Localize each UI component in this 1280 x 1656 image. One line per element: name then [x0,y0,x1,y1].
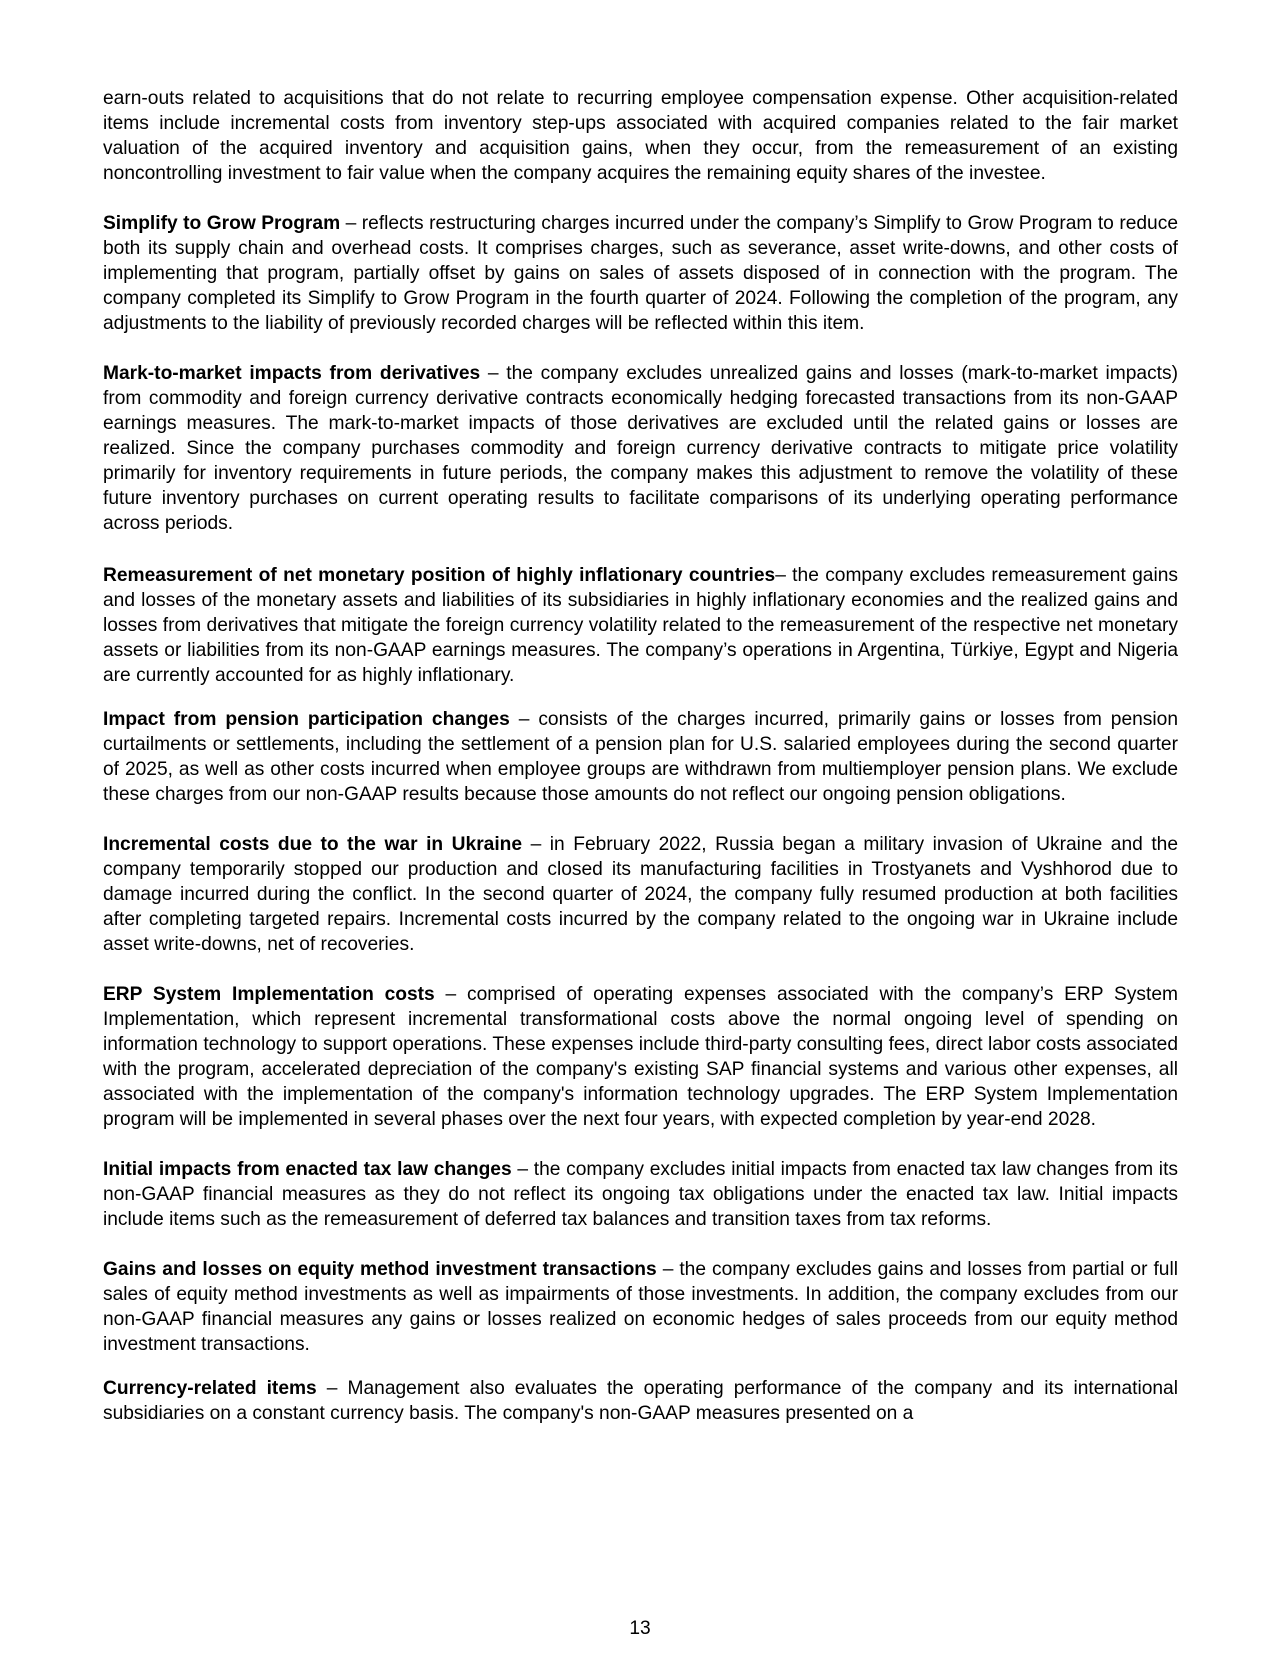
paragraph-text: – the company excludes unrealized gains and losses (mark-to-market impacts) from commodity and foreign currency derivative contracts economically hedging forecasted transactions from its non-GAAP earnings measures. The mark-to-market impacts of those derivatives are excluded until the related gains or losses are realized. Since the company purchases commodity and foreign currency derivative contracts to mitigate price volatility primarily for inventory requirements in future periods, the company makes this adjustment to remove the volatility of these future inventory purchases on current operating results to facilitate comparisons of its underlying operating performance across periods. [103,363,1178,534]
paragraph-text: – the company excludes remeasurement gains and losses of the monetary assets and liabilities of its subsidiaries in highly inflationary economies and the realized gains and losses from derivatives that mitigate the foreign currency volatility related to the remeasurement of the respective net monetary assets or liabilities from its non-GAAP earnings measures. The company’s operations in Argentina, Türkiye, Egypt and Nigeria are currently accounted for as highly inflationary. [103,565,1178,686]
paragraph-text: – consists of the charges incurred, primarily gains or losses from pension curtailments or settlements, including the settlement of a pension plan for U.S. salaried employees during the second quarter of 2025, as well as other costs incurred when employee groups are withdrawn from multiemployer pension plans. We exclude these charges from our non-GAAP results because those amounts do not reflect our ongoing pension obligations. [103,709,1179,805]
paragraph-text: – reflects restructuring charges incurred under the company’s Simplify to Grow Program to reduce both its supply chain and overhead costs. It comprises charges, such as severance, asset write-downs, and other costs of implementing that program, partially offset by gains on sales of assets disposed of in connection with the program. The company completed its Simplify to Grow Program in the fourth quarter of 2024. Following the completion of the program, any adjustments to the liability of previously recorded charges will be reflected within this item. [103,213,1178,334]
paragraph-war-in-ukraine [103,832,1178,957]
paragraph-pension-changes [103,707,1178,807]
paragraph-term: Currency-related items [103,1378,317,1399]
paragraph-text: – in February 2022, Russia began a military invasion of Ukraine and the company temporarily stopped our production and closed its manufacturing facilities in Trostyanets and Vyshhorod due to damage incurred during the conflict. In the second quarter of 2024, the company fully resumed production at both facilities after completing targeted repairs. Incremental costs incurred by the company related to the ongoing war in Ukraine include asset write-downs, net of recoveries. [103,834,1178,955]
paragraph-text: – comprised of operating expenses associated with the company’s ERP System Implementation, which represent incremental transformational costs above the normal ongoing level of spending on information technology to support operations. These expenses include third-party consulting fees, direct labor costs associated with the program, accelerated depreciation of the company's existing SAP financial systems and various other expenses, all associated with the implementation of the company's information technology upgrades. The ERP System Implementation program will be implemented in several phases over the next four years, with expected completion by year-end 2028. [103,984,1178,1130]
paragraph-text: – the company excludes initial impacts from enacted tax law changes from its non-GAAP financial measures as they do not reflect its ongoing tax obligations under the enacted tax law. Initial impacts include items such as the remeasurement of deferred tax balances and transition taxes from tax reforms. [103,1159,1178,1230]
paragraph-acquisition-items [103,86,1178,186]
paragraph-term: Remeasurement of net monetary position of highly inflationary countries [103,565,776,586]
paragraph-text: – the company excludes gains and losses from partial or full sales of equity method investments as well as impairments of those investments. In addition, the company excludes from our non-GAAP financial measures any gains or losses realized on economic hedges of sales proceeds from our equity method investment transactions. [103,1259,1178,1355]
paragraph-tax-law-changes [103,1157,1178,1232]
paragraph-term: Gains and losses on equity method investment transactions [103,1259,657,1280]
document-body [103,86,1178,1426]
paragraph-simplify-to-grow [103,211,1178,336]
paragraph-equity-method [103,1257,1178,1357]
paragraph-term: Incremental costs due to the war in Ukraine [103,834,523,855]
paragraph-term: Impact from pension participation changes [103,709,510,730]
paragraph-term: Initial impacts from enacted tax law changes [103,1159,512,1180]
paragraph-mark-to-market [103,361,1178,536]
paragraph-text: – Management also evaluates the operating performance of the company and its international subsidiaries on a constant currency basis. The company's non-GAAP measures presented on a [103,1378,1178,1424]
paragraph-erp-implementation [103,982,1178,1132]
paragraph-term: Simplify to Grow Program [103,213,341,234]
page-number: 13 [629,1618,651,1639]
paragraph-text: earn-outs related to acquisitions that do not relate to recurring employee compensation expense. Other acquisition-related items include incremental costs from inventory step-ups associated with acquired companies related to the fair market valuation of the acquired inventory and acquisition gains, when they occur, from the remeasurement of an existing noncontrolling investment to fair value when the company acquires the remaining equity shares of the investee. [103,88,1178,184]
paragraph-currency-items [103,1376,1178,1426]
paragraph-remeasurement [103,563,1178,688]
paragraph-term: Mark-to-market impacts from derivatives [103,363,481,384]
paragraph-term: ERP System Implementation costs [103,984,435,1005]
